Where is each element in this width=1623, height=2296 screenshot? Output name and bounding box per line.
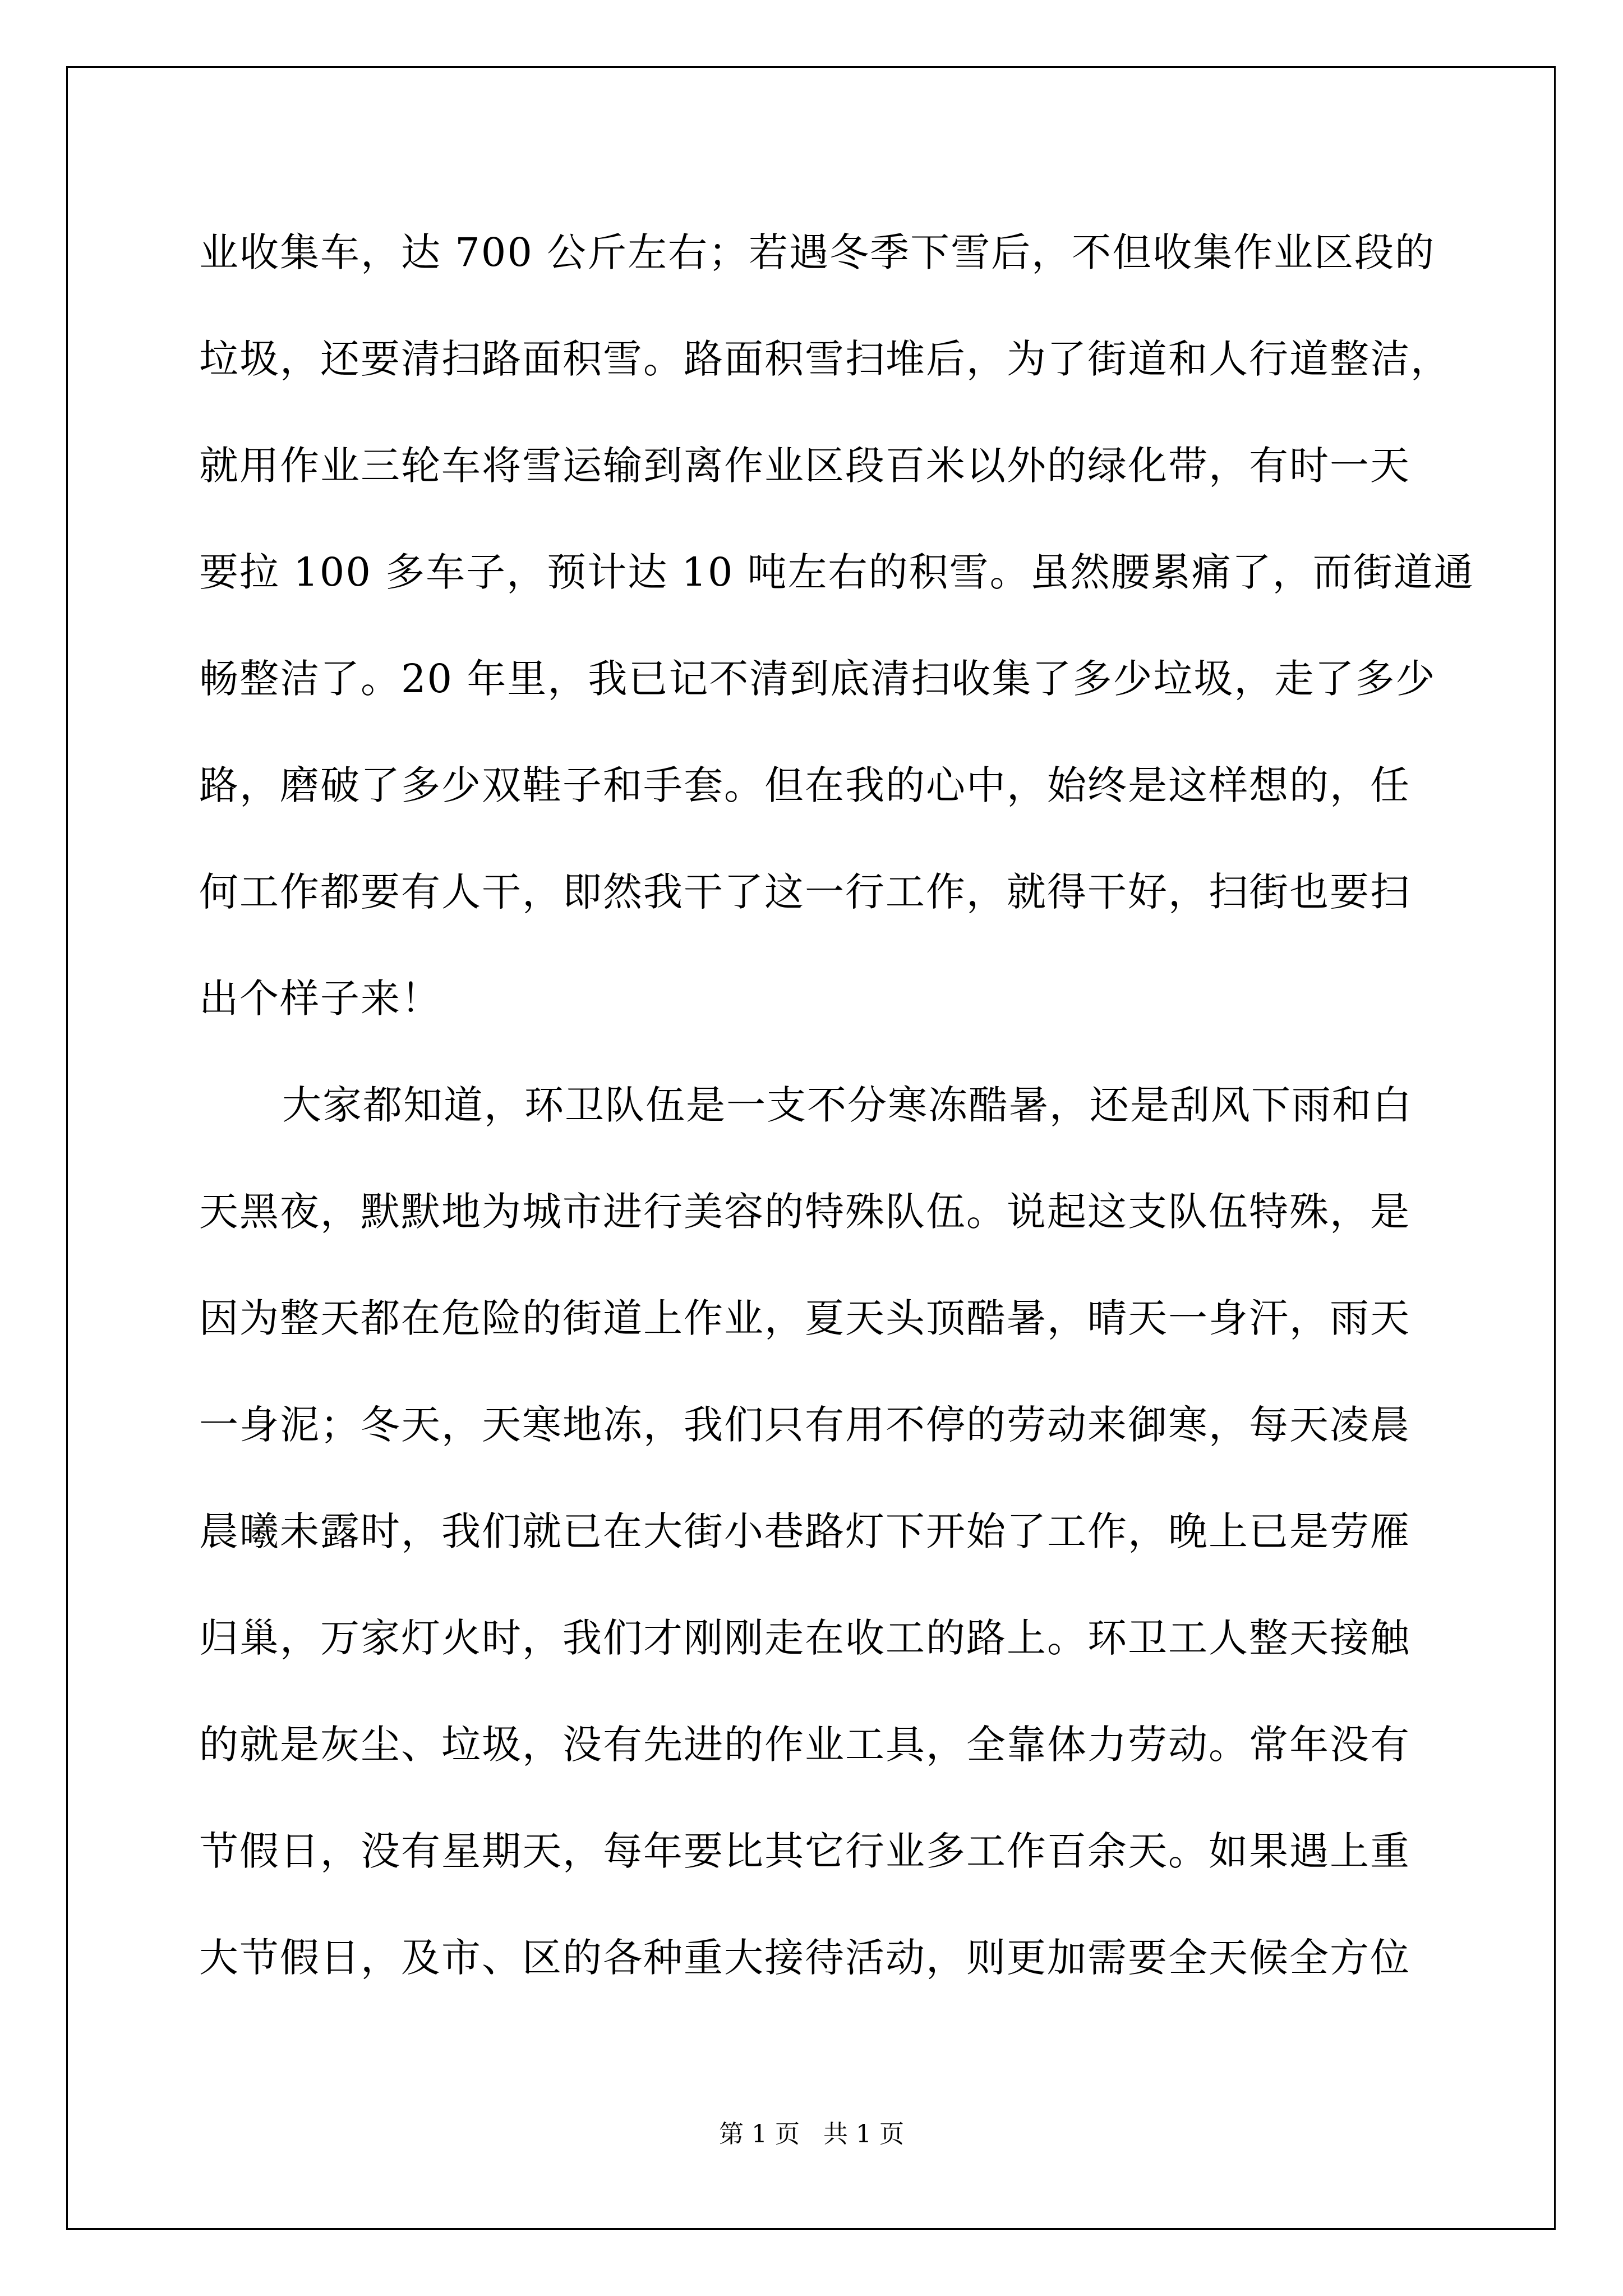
text-line: 的就是灰尘、垃圾，没有先进的作业工具，全靠体力劳动。常年没有 xyxy=(199,1722,1410,1768)
page-footer: 第 1 页 共 1 页 xyxy=(719,2120,904,2148)
text-line: 业收集车，达 700 公斤左右；若遇冬季下雪后，不但收集作业区段的 xyxy=(199,229,1436,275)
text-line: 路，磨破了多少双鞋子和手套。但在我的心中，始终是这样想的，任 xyxy=(199,762,1410,808)
paragraph-2 xyxy=(199,1066,1433,2025)
text-line: 出个样子来！ xyxy=(199,976,441,1022)
text-line: 垃圾，还要清扫路面积雪。路面积雪扫堆后，为了街道和人行道整洁， xyxy=(199,336,1451,382)
text-line: 就用作业三轮车将雪运输到离作业区段百米以外的绿化带，有时一天 xyxy=(199,443,1410,489)
paragraph-1 xyxy=(199,213,1474,1066)
text-line: 晨曦未露时，我们就已在大街小巷路灯下开始了工作，晚上已是劳雁 xyxy=(199,1508,1410,1554)
text-line: 节假日，没有星期天，每年要比其它行业多工作百余天。如果遇上重 xyxy=(199,1828,1410,1874)
text-line: 一身泥；冬天，天寒地冻，我们只有用不停的劳动来御寒，每天凌晨 xyxy=(199,1402,1410,1448)
document-body xyxy=(199,213,1474,2025)
text-line: 大家都知道，环卫队伍是一支不分寒冻酷暑，还是刮风下雨和白 xyxy=(282,1082,1413,1128)
text-line: 因为整天都在危险的街道上作业，夏天头顶酷暑，晴天一身汗，雨天 xyxy=(199,1295,1410,1341)
text-line: 归巢，万家灯火时，我们才刚刚走在收工的路上。环卫工人整天接触 xyxy=(199,1615,1410,1661)
text-line: 大节假日，及市、区的各种重大接待活动，则更加需要全天候全方位 xyxy=(199,1935,1410,1981)
text-line: 何工作都要有人干，即然我干了这一行工作，就得干好，扫街也要扫 xyxy=(199,869,1410,915)
text-line: 畅整洁了。20 年里，我已记不清到底清扫收集了多少垃圾，走了多少 xyxy=(199,656,1436,702)
text-line: 天黑夜，默默地为城市进行美容的特殊队伍。说起这支队伍特殊，是 xyxy=(199,1189,1410,1235)
text-line: 要拉 100 多车子，预计达 10 吨左右的积雪。虽然腰累痛了，而街道通 xyxy=(199,549,1474,595)
